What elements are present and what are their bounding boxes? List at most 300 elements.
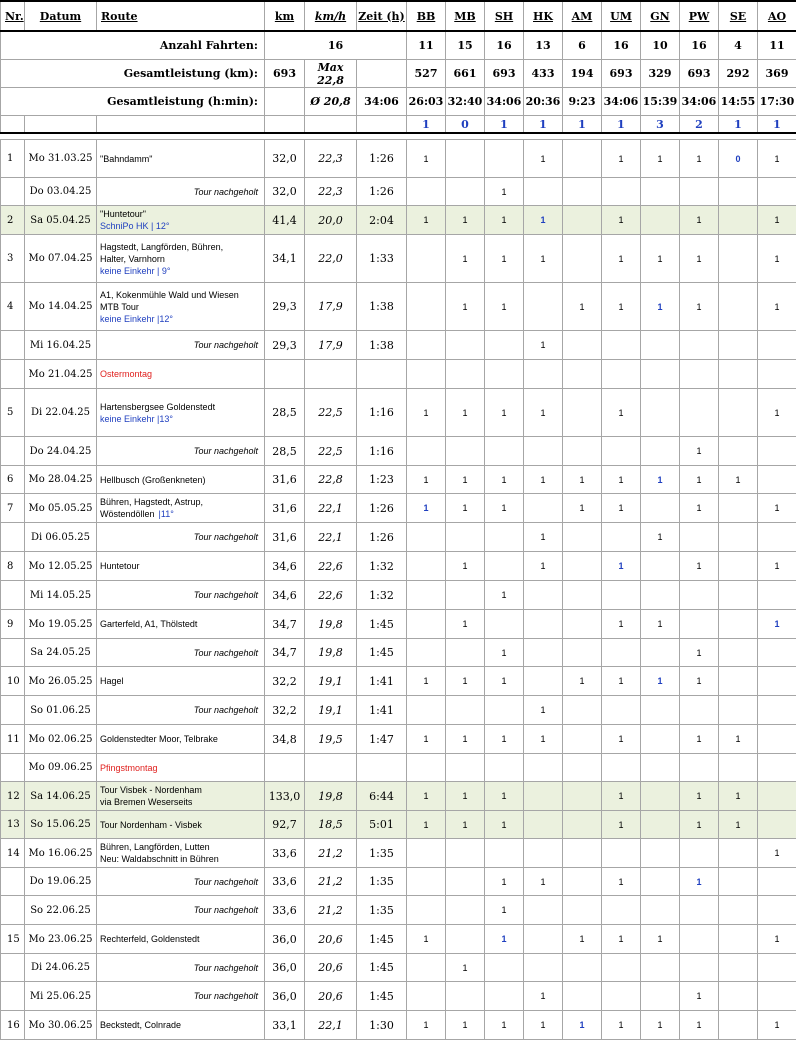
ride-number: 3 xyxy=(1,235,25,283)
rider-participation: 1 xyxy=(524,552,563,581)
rider-participation xyxy=(641,811,680,839)
rider-participation: 1 xyxy=(680,283,719,331)
ride-route xyxy=(97,360,265,389)
route-name-line2: Wöstendöllen xyxy=(100,509,155,519)
rider-participation: 1 xyxy=(680,1011,719,1040)
rider-participation xyxy=(602,523,641,552)
rider-participation xyxy=(641,725,680,754)
rider-participation xyxy=(719,494,758,523)
ride-route xyxy=(97,896,265,925)
rider-participation xyxy=(602,581,641,610)
ride-number xyxy=(1,178,25,206)
rider-participation xyxy=(563,206,602,235)
rider-participation: 1 xyxy=(485,667,524,696)
rider-participation: 1 xyxy=(446,725,485,754)
rider-participation xyxy=(602,982,641,1011)
ride-number xyxy=(1,896,25,925)
rider-participation xyxy=(446,523,485,552)
rider-participation: 1 xyxy=(602,782,641,811)
rider-participation xyxy=(680,896,719,925)
ride-route xyxy=(97,667,265,696)
rider-participation: 1 xyxy=(641,235,680,283)
route-name: Huntetour xyxy=(100,560,264,572)
rider-participation xyxy=(563,839,602,868)
ride-route xyxy=(97,696,265,725)
holiday-label: Ostermontag xyxy=(100,368,264,380)
time-rider: 15:39 xyxy=(641,88,680,116)
col-rider-header: SH xyxy=(485,1,524,31)
rider-participation: 1 xyxy=(680,437,719,466)
rider-participation xyxy=(485,982,524,1011)
rider-participation xyxy=(524,954,563,982)
rider-participation xyxy=(641,754,680,782)
time-rider: 34:06 xyxy=(485,88,524,116)
rider-participation xyxy=(407,581,446,610)
rider-participation: 1 xyxy=(485,389,524,437)
ride-number xyxy=(1,639,25,667)
rider-participation xyxy=(563,140,602,178)
rider-participation: 1 xyxy=(719,782,758,811)
table-row xyxy=(1,581,796,610)
ride-speed: 20,6 xyxy=(305,925,357,954)
ride-date: Mo 21.04.25 xyxy=(25,360,97,389)
col-rider-header: AM xyxy=(563,1,602,31)
ride-number xyxy=(1,523,25,552)
anzahl-rider: 15 xyxy=(446,31,485,60)
table-row xyxy=(1,331,796,360)
col-kmh-header: km/h xyxy=(305,1,357,31)
rider-participation: 1 xyxy=(680,667,719,696)
ride-speed: 22,8 xyxy=(305,466,357,494)
route-name: Tour Visbek - Nordenham xyxy=(100,784,264,796)
route-name-line2: Halter, Varnhorn xyxy=(100,253,264,265)
ride-time: 1:45 xyxy=(357,982,407,1011)
route-name-line2: Neu: Waldabschnitt in Bühren xyxy=(100,853,264,865)
ride-speed: 19,8 xyxy=(305,610,357,639)
rider-participation xyxy=(680,696,719,725)
empty-cell xyxy=(265,116,305,134)
rider-participation xyxy=(719,696,758,725)
rider-participation: 1 xyxy=(719,466,758,494)
summary-time-row xyxy=(1,88,796,116)
time-total-label: Gesamtleistung (h:min): xyxy=(1,88,265,116)
rider-participation: 1 xyxy=(680,494,719,523)
ride-date: Mo 14.04.25 xyxy=(25,283,97,331)
rider-participation: 1 xyxy=(680,868,719,896)
ride-km: 36,0 xyxy=(265,925,305,954)
rider-participation xyxy=(641,360,680,389)
ride-route xyxy=(97,206,265,235)
anzahl-total: 16 xyxy=(265,31,407,60)
rider-participation: 1 xyxy=(446,494,485,523)
time-rider: 34:06 xyxy=(602,88,641,116)
rider-participation xyxy=(524,896,563,925)
rider-participation xyxy=(485,954,524,982)
rider-participation xyxy=(758,811,796,839)
rider-participation xyxy=(563,639,602,667)
ride-route xyxy=(97,283,265,331)
ride-speed: 22,1 xyxy=(305,1011,357,1040)
rider-participation: 1 xyxy=(602,283,641,331)
ride-time: 1:35 xyxy=(357,868,407,896)
col-rider-header: AO xyxy=(758,1,796,31)
highlight-count: 2 xyxy=(680,116,719,134)
km-total-label: Gesamtleistung (km): xyxy=(1,60,265,88)
rider-participation: 1 xyxy=(758,839,796,868)
rider-participation xyxy=(758,178,796,206)
table-row xyxy=(1,235,796,283)
rider-participation xyxy=(563,954,602,982)
rider-participation xyxy=(758,639,796,667)
rider-participation xyxy=(407,896,446,925)
empty-cell xyxy=(265,88,305,116)
ride-date: Do 19.06.25 xyxy=(25,868,97,896)
rider-participation xyxy=(485,610,524,639)
table-row xyxy=(1,667,796,696)
rider-participation: 1 xyxy=(524,725,563,754)
ride-number xyxy=(1,360,25,389)
rider-participation: 1 xyxy=(524,868,563,896)
rider-participation: 1 xyxy=(680,206,719,235)
rider-participation: 1 xyxy=(485,581,524,610)
ride-time: 5:01 xyxy=(357,811,407,839)
table-row xyxy=(1,925,796,954)
rider-participation xyxy=(719,925,758,954)
col-rider-header: PW xyxy=(680,1,719,31)
rider-participation xyxy=(602,360,641,389)
rider-participation: 1 xyxy=(563,494,602,523)
empty-cell xyxy=(305,116,357,134)
ride-km: 34,7 xyxy=(265,610,305,639)
table-row xyxy=(1,206,796,235)
rider-participation: 1 xyxy=(563,466,602,494)
ride-number: 11 xyxy=(1,725,25,754)
rider-participation xyxy=(407,283,446,331)
summary-km-row xyxy=(1,60,796,88)
rider-participation xyxy=(485,360,524,389)
ride-route xyxy=(97,581,265,610)
highlight-count: 1 xyxy=(563,116,602,134)
rider-participation: 1 xyxy=(758,494,796,523)
ride-speed: 20,6 xyxy=(305,954,357,982)
ride-date: Di 06.05.25 xyxy=(25,523,97,552)
anzahl-rider: 16 xyxy=(602,31,641,60)
rider-participation: 1 xyxy=(524,523,563,552)
rider-participation xyxy=(446,868,485,896)
rider-participation xyxy=(407,868,446,896)
km-rider: 369 xyxy=(758,60,796,88)
rider-participation xyxy=(563,811,602,839)
anzahl-rider: 6 xyxy=(563,31,602,60)
ride-number xyxy=(1,868,25,896)
table-row xyxy=(1,178,796,206)
rider-participation xyxy=(524,782,563,811)
ride-date: Sa 24.05.25 xyxy=(25,639,97,667)
ride-route xyxy=(97,754,265,782)
highlight-count: 0 xyxy=(446,116,485,134)
summary-highlight-count-row xyxy=(1,116,796,134)
ride-time: 1:41 xyxy=(357,696,407,725)
rider-participation xyxy=(446,437,485,466)
rider-participation xyxy=(719,235,758,283)
rider-participation: 1 xyxy=(563,925,602,954)
rider-participation: 1 xyxy=(602,725,641,754)
rider-participation xyxy=(563,982,602,1011)
rider-participation xyxy=(719,331,758,360)
rider-participation: 1 xyxy=(524,982,563,1011)
ride-time: 1:45 xyxy=(357,925,407,954)
rider-participation xyxy=(758,523,796,552)
anzahl-rider: 11 xyxy=(758,31,796,60)
ride-speed: 21,2 xyxy=(305,896,357,925)
rider-participation xyxy=(641,639,680,667)
ride-date: Di 22.04.25 xyxy=(25,389,97,437)
table-row xyxy=(1,811,796,839)
table-row xyxy=(1,140,796,178)
route-name: Hartensbergsee Goldenstedt xyxy=(100,401,264,413)
rider-participation xyxy=(407,178,446,206)
ride-time: 1:26 xyxy=(357,494,407,523)
col-rider-header: BB xyxy=(407,1,446,31)
rider-participation: 0 xyxy=(719,140,758,178)
rider-participation xyxy=(446,754,485,782)
km-rider: 433 xyxy=(524,60,563,88)
summary-count-row xyxy=(1,31,796,60)
empty-cell xyxy=(97,116,265,134)
rider-participation xyxy=(446,839,485,868)
ride-speed: 20,0 xyxy=(305,206,357,235)
header-row xyxy=(1,1,796,31)
km-rider: 527 xyxy=(407,60,446,88)
table-row xyxy=(1,283,796,331)
table-row xyxy=(1,1011,796,1040)
table-row xyxy=(1,839,796,868)
route-name: Tour nachgeholt xyxy=(100,339,258,351)
rider-participation xyxy=(719,954,758,982)
rider-participation xyxy=(641,982,680,1011)
ride-time: 1:32 xyxy=(357,581,407,610)
ride-number: 12 xyxy=(1,782,25,811)
ride-route xyxy=(97,639,265,667)
ride-speed: 22,3 xyxy=(305,178,357,206)
ride-time: 1:35 xyxy=(357,896,407,925)
km-rider: 329 xyxy=(641,60,680,88)
highlight-count: 1 xyxy=(758,116,796,134)
route-name: Hellbusch (Großenkneten) xyxy=(100,474,264,486)
rider-participation: 1 xyxy=(407,811,446,839)
ride-time xyxy=(357,360,407,389)
ride-number xyxy=(1,331,25,360)
rider-participation: 1 xyxy=(485,868,524,896)
rider-participation: 1 xyxy=(524,140,563,178)
holiday-label: Pfingstmontag xyxy=(100,762,264,774)
ride-number xyxy=(1,982,25,1011)
rider-participation: 1 xyxy=(407,206,446,235)
ride-speed: 22,0 xyxy=(305,235,357,283)
rider-participation: 1 xyxy=(758,140,796,178)
rider-participation: 1 xyxy=(641,283,680,331)
ride-route xyxy=(97,437,265,466)
rider-participation xyxy=(719,360,758,389)
anzahl-label: Anzahl Fahrten: xyxy=(1,31,265,60)
rider-participation: 1 xyxy=(680,466,719,494)
rider-participation: 1 xyxy=(641,1011,680,1040)
table-row xyxy=(1,437,796,466)
rider-participation xyxy=(563,389,602,437)
ride-route xyxy=(97,178,265,206)
rider-participation: 1 xyxy=(602,868,641,896)
ride-date: Mi 25.06.25 xyxy=(25,982,97,1011)
ride-number: 16 xyxy=(1,1011,25,1040)
route-note: SchniPo HK | 12° xyxy=(100,220,264,232)
ride-date: Sa 05.04.25 xyxy=(25,206,97,235)
ride-km: 33,6 xyxy=(265,896,305,925)
rider-participation: 1 xyxy=(407,494,446,523)
rider-participation xyxy=(407,437,446,466)
rider-participation xyxy=(758,725,796,754)
ride-km: 133,0 xyxy=(265,782,305,811)
rider-participation xyxy=(758,982,796,1011)
ride-number: 2 xyxy=(1,206,25,235)
ride-route xyxy=(97,466,265,494)
rider-participation xyxy=(524,178,563,206)
rider-participation: 1 xyxy=(446,206,485,235)
rider-participation xyxy=(563,868,602,896)
ride-time xyxy=(357,754,407,782)
route-name-line2: via Bremen Weserseits xyxy=(100,796,264,808)
rider-participation xyxy=(407,523,446,552)
rider-participation: 1 xyxy=(680,811,719,839)
rider-participation xyxy=(446,639,485,667)
ride-km: 29,3 xyxy=(265,331,305,360)
empty-cell xyxy=(25,116,97,134)
ride-number: 9 xyxy=(1,610,25,639)
rider-participation xyxy=(719,283,758,331)
col-datum-header: Datum xyxy=(25,1,97,31)
ride-speed: 19,1 xyxy=(305,696,357,725)
rider-participation: 1 xyxy=(641,667,680,696)
rider-participation xyxy=(446,581,485,610)
rider-participation xyxy=(641,868,680,896)
rider-participation xyxy=(680,331,719,360)
rider-participation xyxy=(485,552,524,581)
rider-participation xyxy=(485,437,524,466)
rider-participation xyxy=(602,754,641,782)
table-row xyxy=(1,896,796,925)
empty-cell xyxy=(357,60,407,88)
rider-participation xyxy=(563,235,602,283)
km-rider: 693 xyxy=(602,60,641,88)
route-note: keine Einkehr |12° xyxy=(100,313,264,325)
ride-km: 36,0 xyxy=(265,982,305,1011)
table-row xyxy=(1,954,796,982)
ride-date: Mo 09.06.25 xyxy=(25,754,97,782)
ride-speed: 19,1 xyxy=(305,667,357,696)
rider-participation xyxy=(758,581,796,610)
ride-speed: 21,2 xyxy=(305,868,357,896)
ride-number xyxy=(1,696,25,725)
rider-participation xyxy=(680,581,719,610)
km-total: 693 xyxy=(265,60,305,88)
rider-participation xyxy=(719,389,758,437)
rider-participation: 1 xyxy=(446,782,485,811)
ride-time: 1:45 xyxy=(357,610,407,639)
rider-participation: 1 xyxy=(407,466,446,494)
ride-km: 32,2 xyxy=(265,696,305,725)
col-nr-header: Nr. xyxy=(1,1,25,31)
rider-participation xyxy=(680,360,719,389)
anzahl-rider: 4 xyxy=(719,31,758,60)
rider-participation xyxy=(641,437,680,466)
rider-participation: 1 xyxy=(602,811,641,839)
ride-date: Sa 14.06.25 xyxy=(25,782,97,811)
rider-participation xyxy=(563,331,602,360)
rider-participation xyxy=(524,667,563,696)
ride-time: 1:26 xyxy=(357,523,407,552)
rider-participation: 1 xyxy=(758,552,796,581)
highlight-count: 1 xyxy=(524,116,563,134)
rider-participation: 1 xyxy=(485,639,524,667)
ride-speed: 22,1 xyxy=(305,494,357,523)
rider-participation: 1 xyxy=(758,283,796,331)
rider-participation: 1 xyxy=(602,552,641,581)
ride-route xyxy=(97,610,265,639)
ride-date: Mo 07.04.25 xyxy=(25,235,97,283)
route-name: A1, Kokenmühle Wald und Wiesen xyxy=(100,289,264,301)
ride-route xyxy=(97,235,265,283)
rider-participation: 1 xyxy=(641,523,680,552)
col-route-header: Route xyxy=(97,1,265,31)
rider-participation xyxy=(407,360,446,389)
rider-participation xyxy=(446,896,485,925)
rider-participation xyxy=(563,178,602,206)
route-name: "Huntetour" xyxy=(100,208,264,220)
rider-participation xyxy=(524,811,563,839)
col-rider-header: HK xyxy=(524,1,563,31)
highlight-count: 1 xyxy=(485,116,524,134)
rider-participation: 1 xyxy=(641,925,680,954)
time-rider: 17:30 xyxy=(758,88,796,116)
ride-time: 2:04 xyxy=(357,206,407,235)
ride-km: 28,5 xyxy=(265,389,305,437)
rider-participation: 1 xyxy=(563,667,602,696)
table-row xyxy=(1,754,796,782)
rider-participation: 1 xyxy=(407,925,446,954)
route-name: Bühren, Langförden, Lutten xyxy=(100,841,264,853)
rider-participation: 1 xyxy=(680,725,719,754)
table-row xyxy=(1,782,796,811)
anzahl-rider: 16 xyxy=(485,31,524,60)
rider-participation: 1 xyxy=(485,782,524,811)
ride-km: 36,0 xyxy=(265,954,305,982)
rider-participation xyxy=(602,896,641,925)
rider-participation: 1 xyxy=(602,389,641,437)
rider-participation xyxy=(758,667,796,696)
rider-participation: 1 xyxy=(446,389,485,437)
rider-participation xyxy=(407,639,446,667)
ride-number: 4 xyxy=(1,283,25,331)
col-rider-header: GN xyxy=(641,1,680,31)
rider-participation xyxy=(446,140,485,178)
ride-time: 1:16 xyxy=(357,437,407,466)
ride-km: 32,2 xyxy=(265,667,305,696)
ride-date: Mo 30.06.25 xyxy=(25,1011,97,1040)
rider-participation xyxy=(758,954,796,982)
route-name: Tour Nordenham - Visbek xyxy=(100,819,264,831)
ride-date: Mo 19.05.25 xyxy=(25,610,97,639)
ride-date: Do 24.04.25 xyxy=(25,437,97,466)
rider-participation xyxy=(563,754,602,782)
